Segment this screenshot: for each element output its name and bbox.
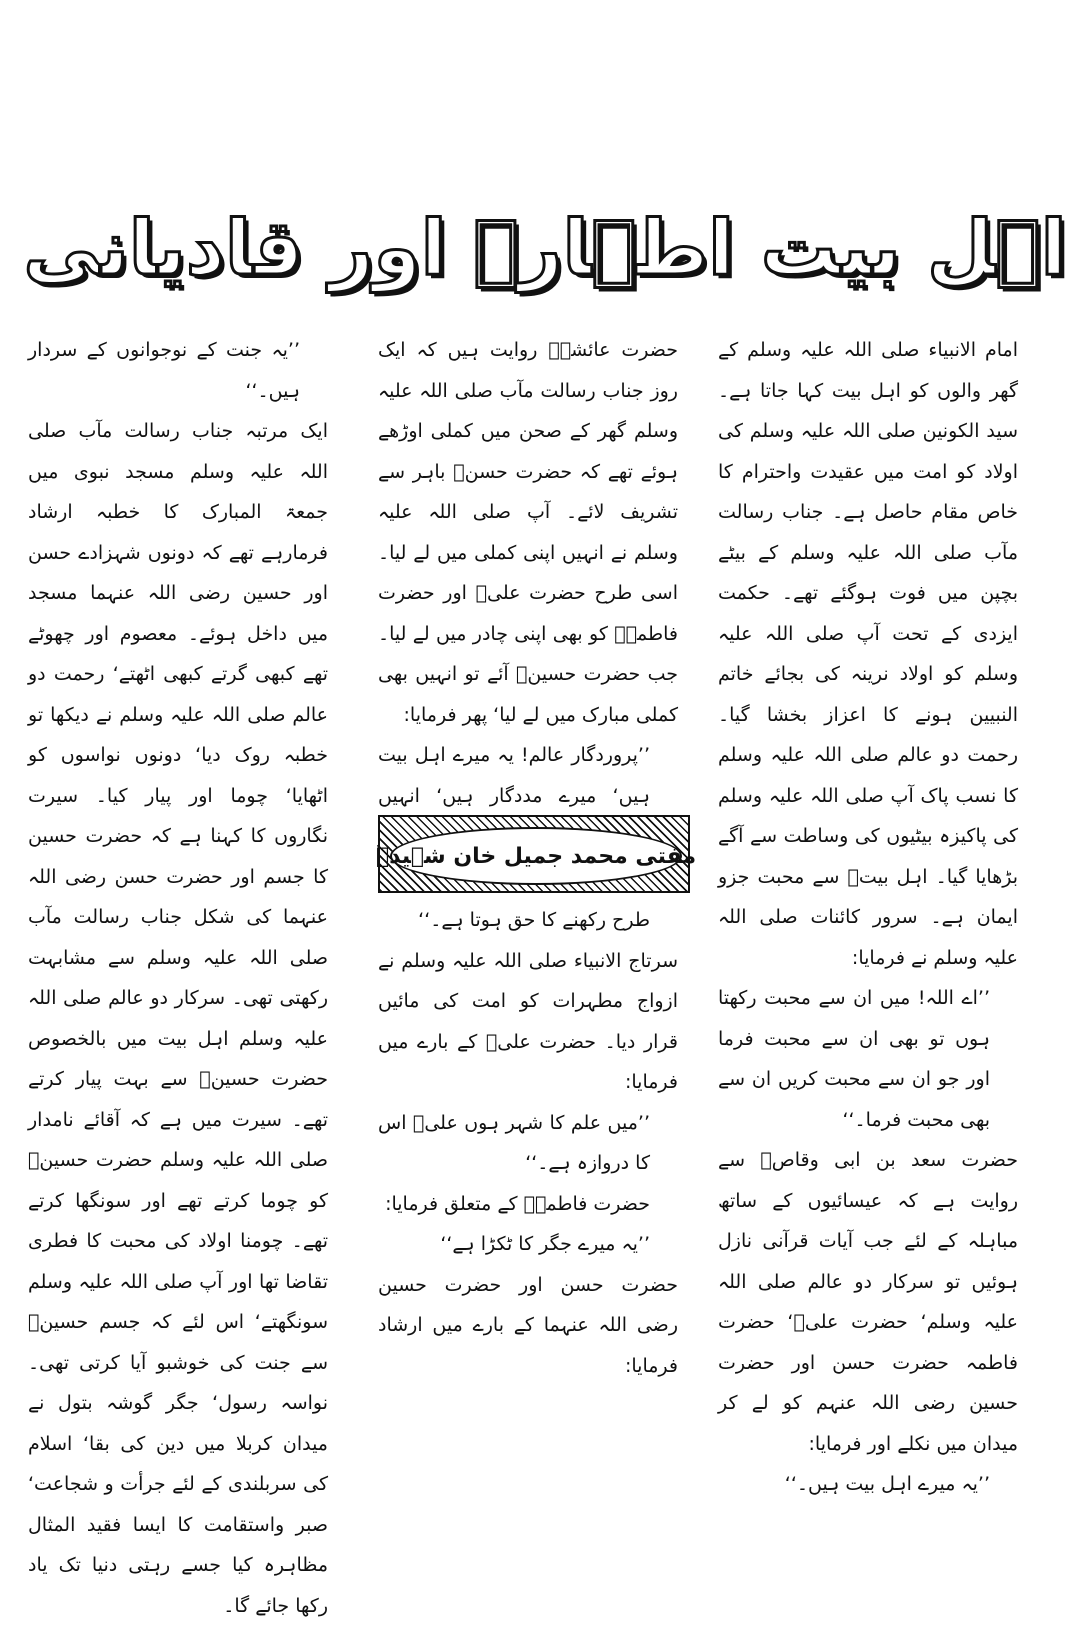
quote-paragraph: ’’یہ جنت کے نوجوانوں کے سردار ہیں۔‘‘ bbox=[28, 339, 300, 402]
column-right bbox=[718, 330, 1018, 1505]
quote-paragraph: حضرت فاطمہؓ کے متعلق فرمایا: bbox=[385, 1192, 650, 1215]
body-paragraph: حضرت سعد بن ابی وقاصؓ سے روایت ہے کہ عیسائیوں کے ساتھ مباہلہ کے لئے جب آیات قرآنی نازل ہوئیں تو سرکار دو عالم صلی اللہ علیہ وسلم‘ حضرت علیؓ‘ حضرت فاطمہ حضرت حسن اور حضرت حسین رضی اللہ عنہم کو لے کر میدان میں نکلے اور فرمایا: bbox=[718, 1149, 1018, 1455]
body-paragraph: حضرت حسن اور حضرت حسین رضی اللہ عنہما کے بارے میں ارشاد فرمایا: bbox=[378, 1273, 678, 1377]
byline-oval bbox=[375, 827, 697, 885]
quote-paragraph: ’’اے اللہ! میں ان سے محبت رکھتا ہوں تو بھی ان سے محبت فرما اور جو ان سے محبت کریں ان سے بھی محبت فرما۔‘‘ bbox=[718, 987, 990, 1131]
body-paragraph: سرتاج الانبیاء صلی اللہ علیہ وسلم نے ازواج مطہرات کو امت کی مائیں قرار دیا۔ حضرت علیؓ کے بارے میں فرمایا: bbox=[378, 949, 678, 1093]
quote-paragraph: ’’میں علم کا شہر ہوں علیؓ اس کا دروازہ ہے۔‘‘ bbox=[378, 1111, 650, 1174]
body-paragraph: ایک مرتبہ جناب رسالت مآب صلی اللہ علیہ وسلم مسجد نبوی میں جمعۃ المبارک کا خطبہ ارشاد فرمارہے تھے کہ دونوں شہزادے حسن اور حسین رضی اللہ عنہما مسجد میں داخل ہوئے۔ معصوم اور چھوٹے تھے کبھی گرتے کبھی اٹھتے‘ رحمت دو عالم صلی اللہ علیہ وسلم نے دیکھا تو خطبہ روک دیا‘ دونوں نواسوں کو اٹھایا‘ چوما اور پیار کیا۔ سیرت نگاروں کا کہنا ہے کہ حضرت حسین کا جسم اور حضرت حسن رضی اللہ عنہما کی شکل جناب رسالت مآب صلی اللہ علیہ وسلم سے مشابہت رکھتی تھی۔ سرکار دو عالم صلی اللہ علیہ وسلم اہل بیت میں بالخصوص حضرت حسینؓ سے بہت پیار کرتے تھے۔ سیرت میں ہے کہ آقائے نامدار صلی اللہ علیہ وسلم حضرت حسینؓ کو چوما کرتے تھے اور سونگھا کرتے تھے۔ چومنا اولاد کی محبت کا فطری تقاضا تھا اور آپ صلی اللہ علیہ وسلم سونگھتے‘ اس لئے کہ جسم حسینؓ سے جنت کی خوشبو آیا کرتی تھی۔ نواسہ رسول‘ جگر گوشہ بتول نے میدان کربلا میں دین کی بقا‘ اسلام کی سربلندی کے لئے جرأت و شجاعت‘ صبر واستقامت کا ایسا فقید المثال مظاہرہ کیا جسے رہتی دنیا تک یاد رکھا جائے گا۔ bbox=[28, 420, 328, 1617]
byline-box bbox=[375, 815, 697, 893]
column-middle-bottom bbox=[378, 900, 678, 1386]
quote-paragraph: ’’پروردگار عالم! یہ میرے اہل بیت ہیں‘ میرے مددگار ہیں‘ انہیں bbox=[378, 744, 650, 807]
column-left bbox=[28, 330, 328, 1626]
article-title-banner bbox=[23, 200, 1067, 295]
column-middle-top bbox=[378, 330, 678, 897]
quote-paragraph: ’’یہ میرے اہل بیت ہیں۔‘‘ bbox=[784, 1473, 990, 1495]
quote-paragraph: ’’یہ میرے جگر کا ٹکڑا ہے‘‘ bbox=[440, 1233, 650, 1255]
quote-paragraph: طرح رکھنے کا حق ہوتا ہے۔‘‘ bbox=[418, 909, 650, 931]
body-paragraph: حضرت عائشہؓ روایت ہیں کہ ایک روز جناب رسالت مآب صلی اللہ علیہ وسلم گھر کے صحن میں کملی اوڑھے ہوئے تھے کہ حضرت حسنؓ باہر سے تشریف لائے۔ آپ صلی اللہ علیہ وسلم نے انہیں اپنی کملی میں لے لیا۔ اسی طرح حضرت علیؓ اور حضرت فاطمہؓ کو بھی اپنی چادر میں لے لیا۔ جب حضرت حسینؓ آئے تو انہیں بھی کملی مبارک میں لے لیا‘ پھر فرمایا: bbox=[378, 339, 678, 726]
body-paragraph: امام الانبیاء صلی اللہ علیہ وسلم کے گھر والوں کو اہل بیت کہا جاتا ہے۔ سید الکونین صلی اللہ علیہ وسلم کی اولاد کو امت میں عقیدت واحترام کا خاص مقام حاصل ہے۔ جناب رسالت مآب صلی اللہ علیہ وسلم کے بیٹے بچپن میں فوت ہوگئے تھے۔ حکمت ایزدی کے تحت آپ صلی اللہ علیہ وسلم کو اولاد نرینہ کی بجائے خاتم النبیین ہونے کا اعزاز بخشا گیا۔ رحمت دو عالم صلی اللہ علیہ وسلم کا نسب پاک آپ صلی اللہ علیہ وسلم کی پاکیزہ بیٹیوں کی وساطت سے آگے بڑھایا گیا۔ اہل بیتؓ سے محبت جزو ایمان ہے۔ سرور کائنات صلی اللہ علیہ وسلم نے فرمایا: bbox=[718, 339, 1018, 969]
article-title: اہل بیت اطہارؓ اور قادیانی bbox=[23, 203, 1067, 292]
author-byline: مفتی محمد جمیل خان شہیدؒ bbox=[375, 843, 697, 869]
